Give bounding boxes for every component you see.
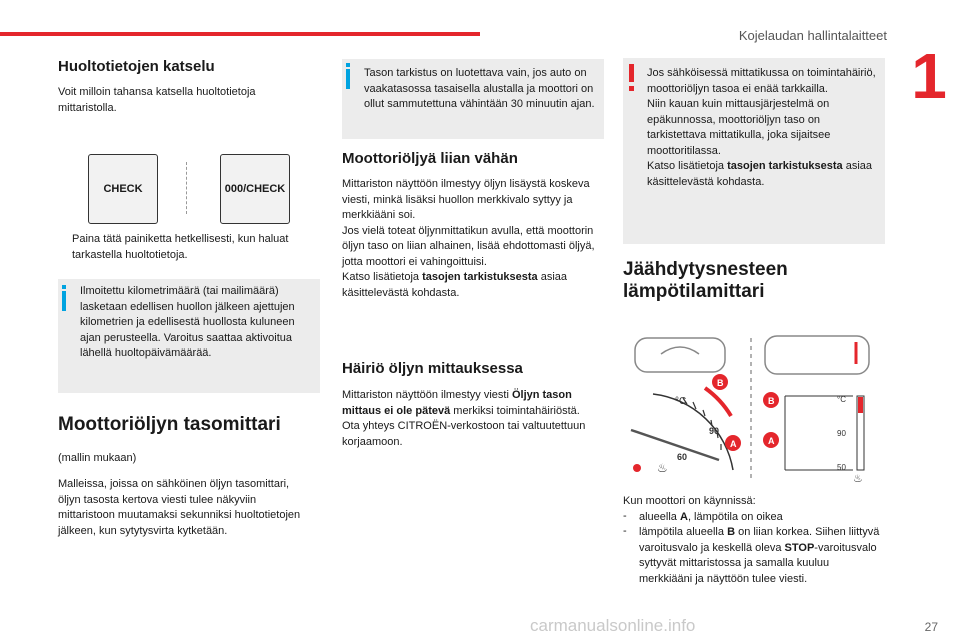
- check-label: CHECK: [103, 183, 143, 195]
- bar-label-90: 90: [837, 429, 846, 438]
- callout-a-bar-label: A: [768, 436, 775, 446]
- dial-label-60: 60: [677, 452, 688, 462]
- warning-p1: Jos sähköisessä mittatikussa on toimintahäiriö, moottoriöljyn tasoa ei enää tarkkailla.: [647, 67, 876, 95]
- heading-low-oil: Moottoriöljyä liian vähän: [342, 150, 518, 167]
- dial-needle: [631, 430, 719, 460]
- fault-p1: Mittariston näyttöön ilmestyy viesti Öljyn tason mittaus ei ole pätevä merkiksi toimintahäiriöstä.: [342, 389, 580, 417]
- watermark: carmanualsonline.info: [530, 616, 696, 635]
- heading-fault: Häiriö öljyn mittauksessa: [342, 360, 523, 377]
- callout-b-dial-label: B: [717, 378, 724, 388]
- coolant-list-item-1: - alueella A, lämpötila on oikea: [623, 509, 783, 523]
- callout-a-dial-label: A: [730, 439, 737, 449]
- section-title: Kojelaudan hallintalaitteet: [738, 28, 887, 43]
- low-oil-p2: Jos vielä toteat öljynmittatikun avulla, että moottorin öljyn taso on liian alhainen, lisää ehdottomasti öljyä, jotta moottori ei vahingoittuisi.: [342, 224, 595, 268]
- info-icon: [62, 291, 66, 311]
- heading-service-info: Huoltotietojen katselu: [58, 58, 215, 75]
- cluster-arc-left: [661, 347, 699, 354]
- heading-oil-gauge: Moottoriöljyn tasomittari: [58, 414, 281, 435]
- dial-arc: [653, 394, 733, 470]
- info-icon: [346, 69, 350, 89]
- coolant-list-item-2: - lämpötila alueella B on liian korkea. Siihen liittyvä varoitusvalo ja keskellä oleva STOP-varoitusvalo syttyvät mittaristossa ja samalla kuuluu merkkiääni ja näyttöön tulee viesti.: [623, 525, 880, 585]
- oil-paragraph: Malleissa, joissa on sähköinen öljyn tasomittari, öljyn tasosta kertova viesti tulee näkyviin mittaristoon muutamaksi sekunniksi huoltotietojen jälkeen, kun sytytysvirta kytketään.: [58, 478, 301, 537]
- coolant-gauge-illustration: [623, 330, 885, 490]
- info-box-level: [342, 59, 604, 139]
- warning-box: [623, 58, 885, 244]
- coolant-intro: Kun moottori on käynnissä:: [623, 495, 756, 507]
- dial-unit: °C: [675, 396, 687, 407]
- warning-icon: [629, 64, 634, 82]
- heading-coolant: Jäähdytysnesteen lämpötilamittari: [623, 259, 788, 302]
- cluster-outline-right: [765, 336, 869, 374]
- 000-check-button-illustration: [220, 154, 290, 224]
- check-button-illustration: [88, 154, 158, 224]
- dial-red-zone: [705, 388, 731, 416]
- callout-b-bar-label: B: [768, 396, 775, 406]
- model-note: (mallin mukaan): [58, 452, 137, 464]
- low-oil-text: [342, 177, 604, 301]
- bullet-text: Paina tätä painiketta hetkellisesti, kun haluat tarkastella huoltotietoja.: [72, 233, 289, 261]
- fault-text: [342, 388, 592, 450]
- low-oil-p1: Mittariston näyttöön ilmestyy öljyn lisäystä koskeva viesti, minkä lisäksi huollon merkkivalo syttyy ja merkkiääni soi.: [342, 178, 590, 221]
- level-info-text: Tason tarkistus on luotettava vain, jos auto on vaakatasossa tasaisella alustalla ja moottori on ollut sammutettuna vähintään 30 minuutin ajan.: [364, 67, 595, 110]
- info-box: [58, 279, 320, 393]
- header-accent-bar: [0, 32, 480, 36]
- fault-message: Öljyn tason mittaus ei ole pätevä: [342, 389, 572, 417]
- coolant-icon-left: ♨: [657, 461, 668, 475]
- page-number: 27: [924, 620, 938, 634]
- cluster-outline-left: [635, 338, 725, 372]
- chapter-number: 1: [911, 40, 947, 112]
- service-paragraph: Voit milloin tahansa katsella huoltotietoja mittaristolla.: [58, 86, 256, 114]
- bar-label-50: 50: [837, 463, 846, 472]
- warning-text: [647, 66, 879, 190]
- coolant-icon-right: ♨: [853, 473, 863, 485]
- warning-link-text: tasojen tarkistuksesta: [727, 160, 843, 172]
- coolant-text: [623, 494, 885, 587]
- dial-label-90: 90: [709, 426, 720, 436]
- low-oil-link-text: tasojen tarkistuksesta: [422, 271, 538, 283]
- bar-unit: °C: [837, 395, 846, 404]
- low-oil-p3: Katso lisätietoja tasojen tarkistuksesta asiaa käsittelevästä kohdasta.: [342, 271, 568, 299]
- bullet-item: [58, 232, 308, 263]
- fault-p2: Ota yhteys CITROËN-verkostoon tai valtuutettuun korjaamoon.: [342, 420, 586, 448]
- info-text: Ilmoitettu kilometrimäärä (tai mailimäärä) lasketaan edellisen huollon jälkeen ajettujen kilometrien ja edellisestä huollosta kuluneen ajan perusteella. Varoitus saattaa aktivoitua lähellä huoltopäivämäärää.: [80, 285, 295, 359]
- warning-p2: Niin kauan kuin mittausjärjestelmä on epäkunnossa, moottoriöljyn taso on tarkistettava mittatikulla, joka sijaitsee moottoritilassa.: [647, 98, 831, 157]
- bar-red-zone: [858, 397, 863, 413]
- divider-dashed: [186, 162, 187, 214]
- warning-p3: Katso lisätietoja tasojen tarkistuksesta asiaa käsittelevästä kohdasta.: [647, 160, 873, 188]
- warning-dot: [633, 464, 641, 472]
- 000-check-label: 000/CHECK: [224, 183, 286, 195]
